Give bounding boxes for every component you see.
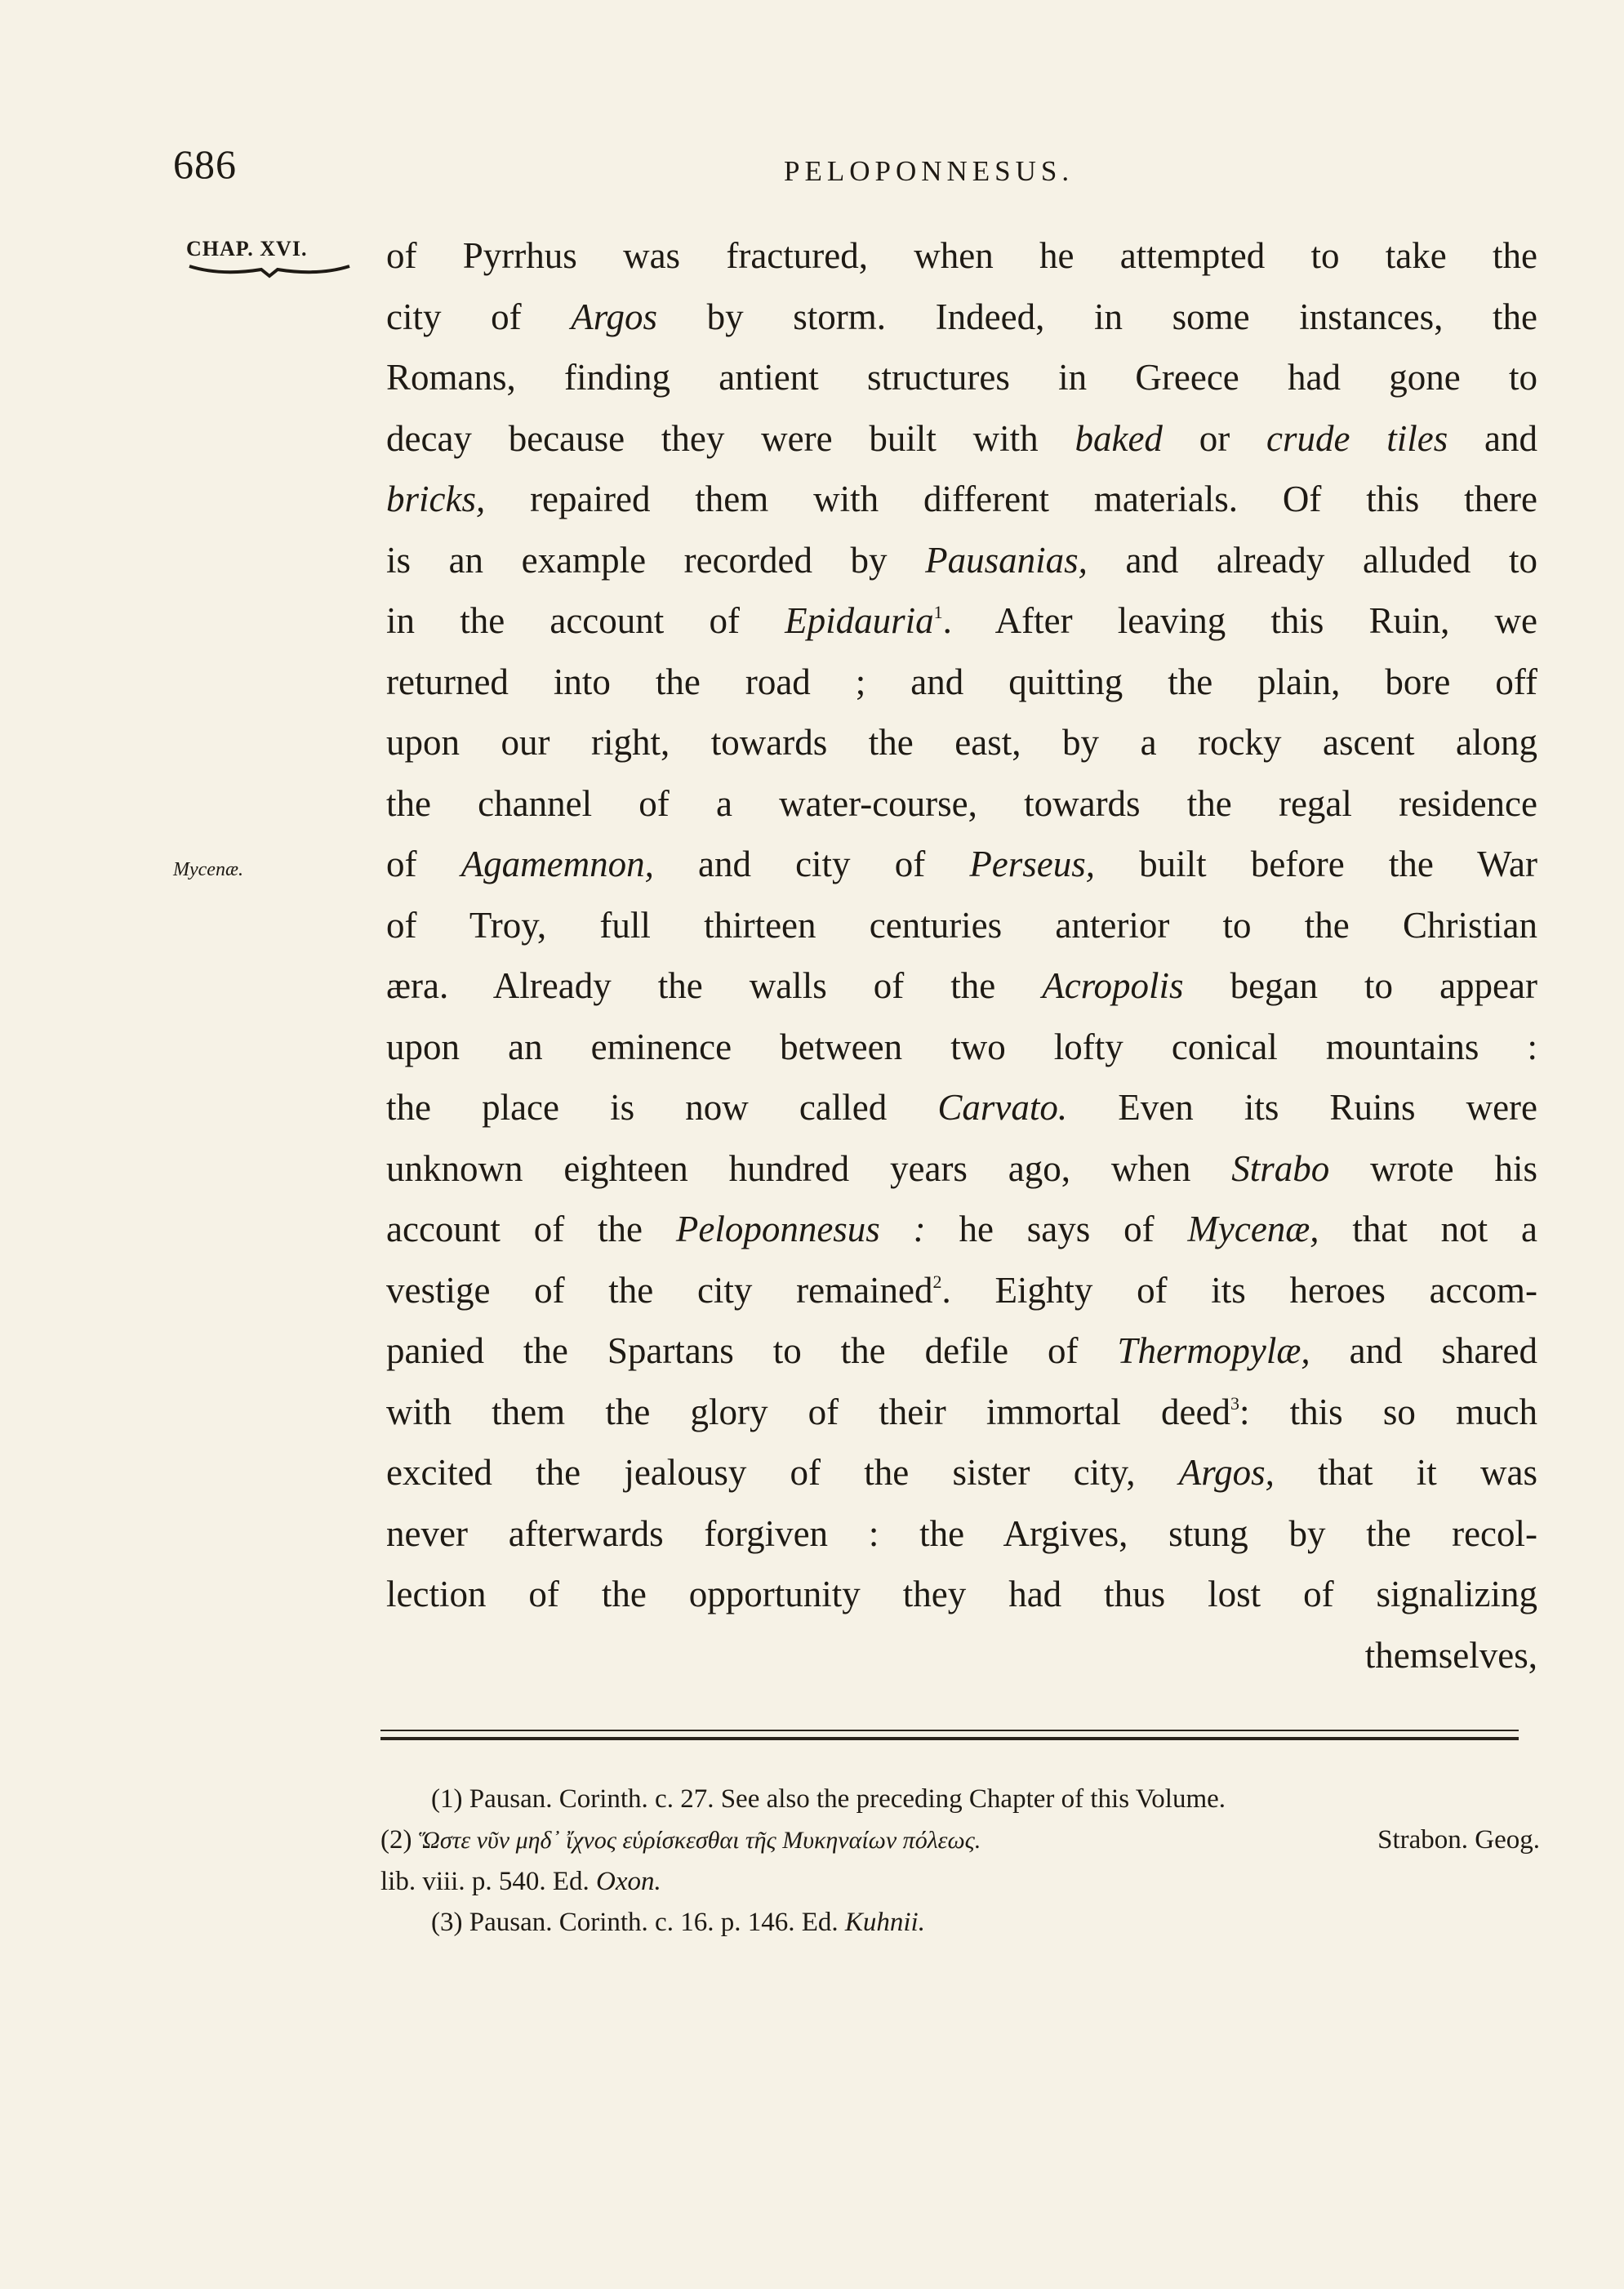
text-line (386, 287, 1537, 348)
italic-term: Agamemnon, (461, 844, 654, 884)
text-line (386, 1382, 1537, 1443)
text-run: of (386, 844, 461, 884)
text-line (386, 712, 1537, 773)
italic-term: Argos, (1178, 1452, 1275, 1493)
text-line (386, 469, 1537, 530)
footnote-1 (380, 1779, 1540, 1819)
footnote-edition: Kuhnii. (844, 1908, 925, 1937)
text-run: in the account of (386, 600, 785, 641)
text-line (386, 773, 1537, 835)
italic-term: Strabo (1231, 1147, 1330, 1189)
footnote-text: Pausan. Corinth. c. 16. p. 146. Ed. (469, 1908, 839, 1937)
text-line (386, 652, 1537, 713)
text-run: that not a (1319, 1209, 1537, 1249)
text-run: and city of (653, 844, 970, 884)
chapter-label: CHAP. XVI. (186, 237, 308, 261)
text-run: returned into the road ; and quitting the plain, bore off (386, 661, 1537, 702)
italic-term: Epidauria (785, 600, 934, 641)
footnote-3 (380, 1902, 1540, 1943)
text-line (386, 1199, 1537, 1260)
footnotes (380, 1779, 1540, 1943)
text-run: excited the jealousy of the sister city, (386, 1452, 1179, 1493)
text-line (386, 955, 1537, 1017)
text-line (386, 1503, 1537, 1565)
footnote-2-continuation (380, 1861, 1540, 1902)
text-run: Romans, finding antient structures in Greece had gone to (386, 357, 1537, 398)
text-run: . After leaving this Ruin, we (942, 600, 1538, 641)
text-run: vestige of the city remained (386, 1269, 933, 1311)
italic-term: crude tiles (1266, 417, 1448, 459)
footnote-index: (1) (431, 1784, 463, 1814)
text-line (386, 1017, 1537, 1078)
text-run: wrote his (1329, 1147, 1537, 1189)
page-number: 686 (173, 141, 237, 187)
text-run: unknown eighteen hundred years ago, when (386, 1147, 1232, 1189)
footnote-index: (2) (380, 1825, 412, 1855)
text-line (386, 408, 1537, 470)
footnote-ref: 2 (932, 1271, 942, 1292)
catchword: themselves, (1364, 1634, 1537, 1676)
text-run: city of (386, 296, 572, 337)
text-run: of Troy, full thirteen centuries anterior to the Christian (386, 904, 1537, 946)
text-run: built before the War (1095, 844, 1537, 884)
text-line (386, 530, 1537, 591)
text-line (386, 1077, 1537, 1138)
text-run: with them the glory of their immortal deed (386, 1391, 1230, 1432)
italic-term: Peloponnesus : (675, 1209, 926, 1249)
text-line (386, 1138, 1537, 1200)
text-run: and shared (1310, 1330, 1537, 1371)
text-run: and already alluded to (1087, 539, 1537, 581)
footnote-2 (380, 1819, 1540, 1861)
text-line (386, 834, 1537, 895)
text-run: Even its Ruins were (1067, 1087, 1538, 1128)
italic-term: Mycenæ, (1187, 1209, 1319, 1249)
footnote-ref: 3 (1230, 1392, 1239, 1414)
text-run: the channel of a water-course, towards the regal residence (386, 782, 1537, 824)
text-run: upon our right, towards the east, by a rocky ascent along (386, 722, 1537, 763)
text-run: is an example recorded by (386, 539, 926, 581)
footnote-text: lib. viii. p. 540. Ed. (380, 1867, 590, 1896)
footnote-index: (3) (431, 1908, 463, 1937)
text-run: began to appear (1183, 965, 1537, 1006)
text-run: that it was (1274, 1452, 1538, 1493)
italic-term: Perseus, (969, 844, 1096, 884)
text-run: account of the (386, 1209, 676, 1249)
text-run: . Eighty of its heroes accom- (941, 1269, 1537, 1311)
text-run: upon an eminence between two lofty conical mountains : (386, 1026, 1537, 1067)
text-run: he says of (925, 1209, 1188, 1249)
text-line (386, 1564, 1537, 1625)
text-run: panied the Spartans to the defile of (386, 1330, 1118, 1371)
italic-term: bricks, (386, 479, 486, 519)
chapter-brace-ornament (188, 263, 351, 279)
italic-term: Acropolis (1042, 965, 1184, 1006)
text-run: repaired them with different materials. Of this there (485, 479, 1537, 519)
text-run: : this so much (1239, 1391, 1537, 1432)
body-text (386, 225, 1537, 1686)
italic-term: Thermopylæ, (1117, 1330, 1310, 1371)
italic-term: Pausanias, (925, 539, 1088, 581)
text-run: lection of the opportunity they had thus lost of signalizing (386, 1574, 1537, 1614)
footnote-greek-quote: Ὥστε νῦν μηδ᾽ ἴχνος εὑρίσκεσθαι τῆς Μυκηναίων πόλεως. (418, 1827, 981, 1854)
text-line (386, 1442, 1537, 1503)
text-run: or (1162, 417, 1266, 459)
text-line (386, 1260, 1537, 1321)
running-head: PELOPONNESUS. (784, 155, 1075, 187)
text-run: of Pyrrhus was fractured, when he attempted to take the (386, 235, 1537, 276)
text-run: æra. Already the walls of the (386, 965, 1043, 1006)
text-line (386, 347, 1537, 408)
text-run: never afterwards forgiven : the Argives, stung by the recol- (386, 1512, 1537, 1554)
text-run: by storm. Indeed, in some instances, the (657, 296, 1537, 337)
italic-term: baked (1075, 417, 1163, 459)
side-note-mycenae: Mycenæ. (173, 859, 243, 880)
text-line (386, 1320, 1537, 1382)
text-line (386, 590, 1537, 652)
italic-term: Carvato. (937, 1087, 1068, 1128)
footnote-rule-thin (380, 1730, 1519, 1731)
text-run: decay because they were built with (386, 417, 1075, 459)
text-run: and (1448, 417, 1537, 459)
italic-term: Argos (571, 296, 658, 337)
footnote-source: Strabon. Geog. (1377, 1825, 1540, 1855)
text-line (386, 225, 1537, 287)
footnote-text: Pausan. Corinth. c. 27. See also the preceding Chapter of this Volume. (469, 1784, 1226, 1814)
footnote-rule-thick (380, 1737, 1519, 1740)
text-line (386, 895, 1537, 956)
text-run: the place is now called (386, 1087, 938, 1128)
footnote-ref: 1 (933, 602, 943, 622)
footnote-edition: Oxon. (596, 1867, 661, 1896)
